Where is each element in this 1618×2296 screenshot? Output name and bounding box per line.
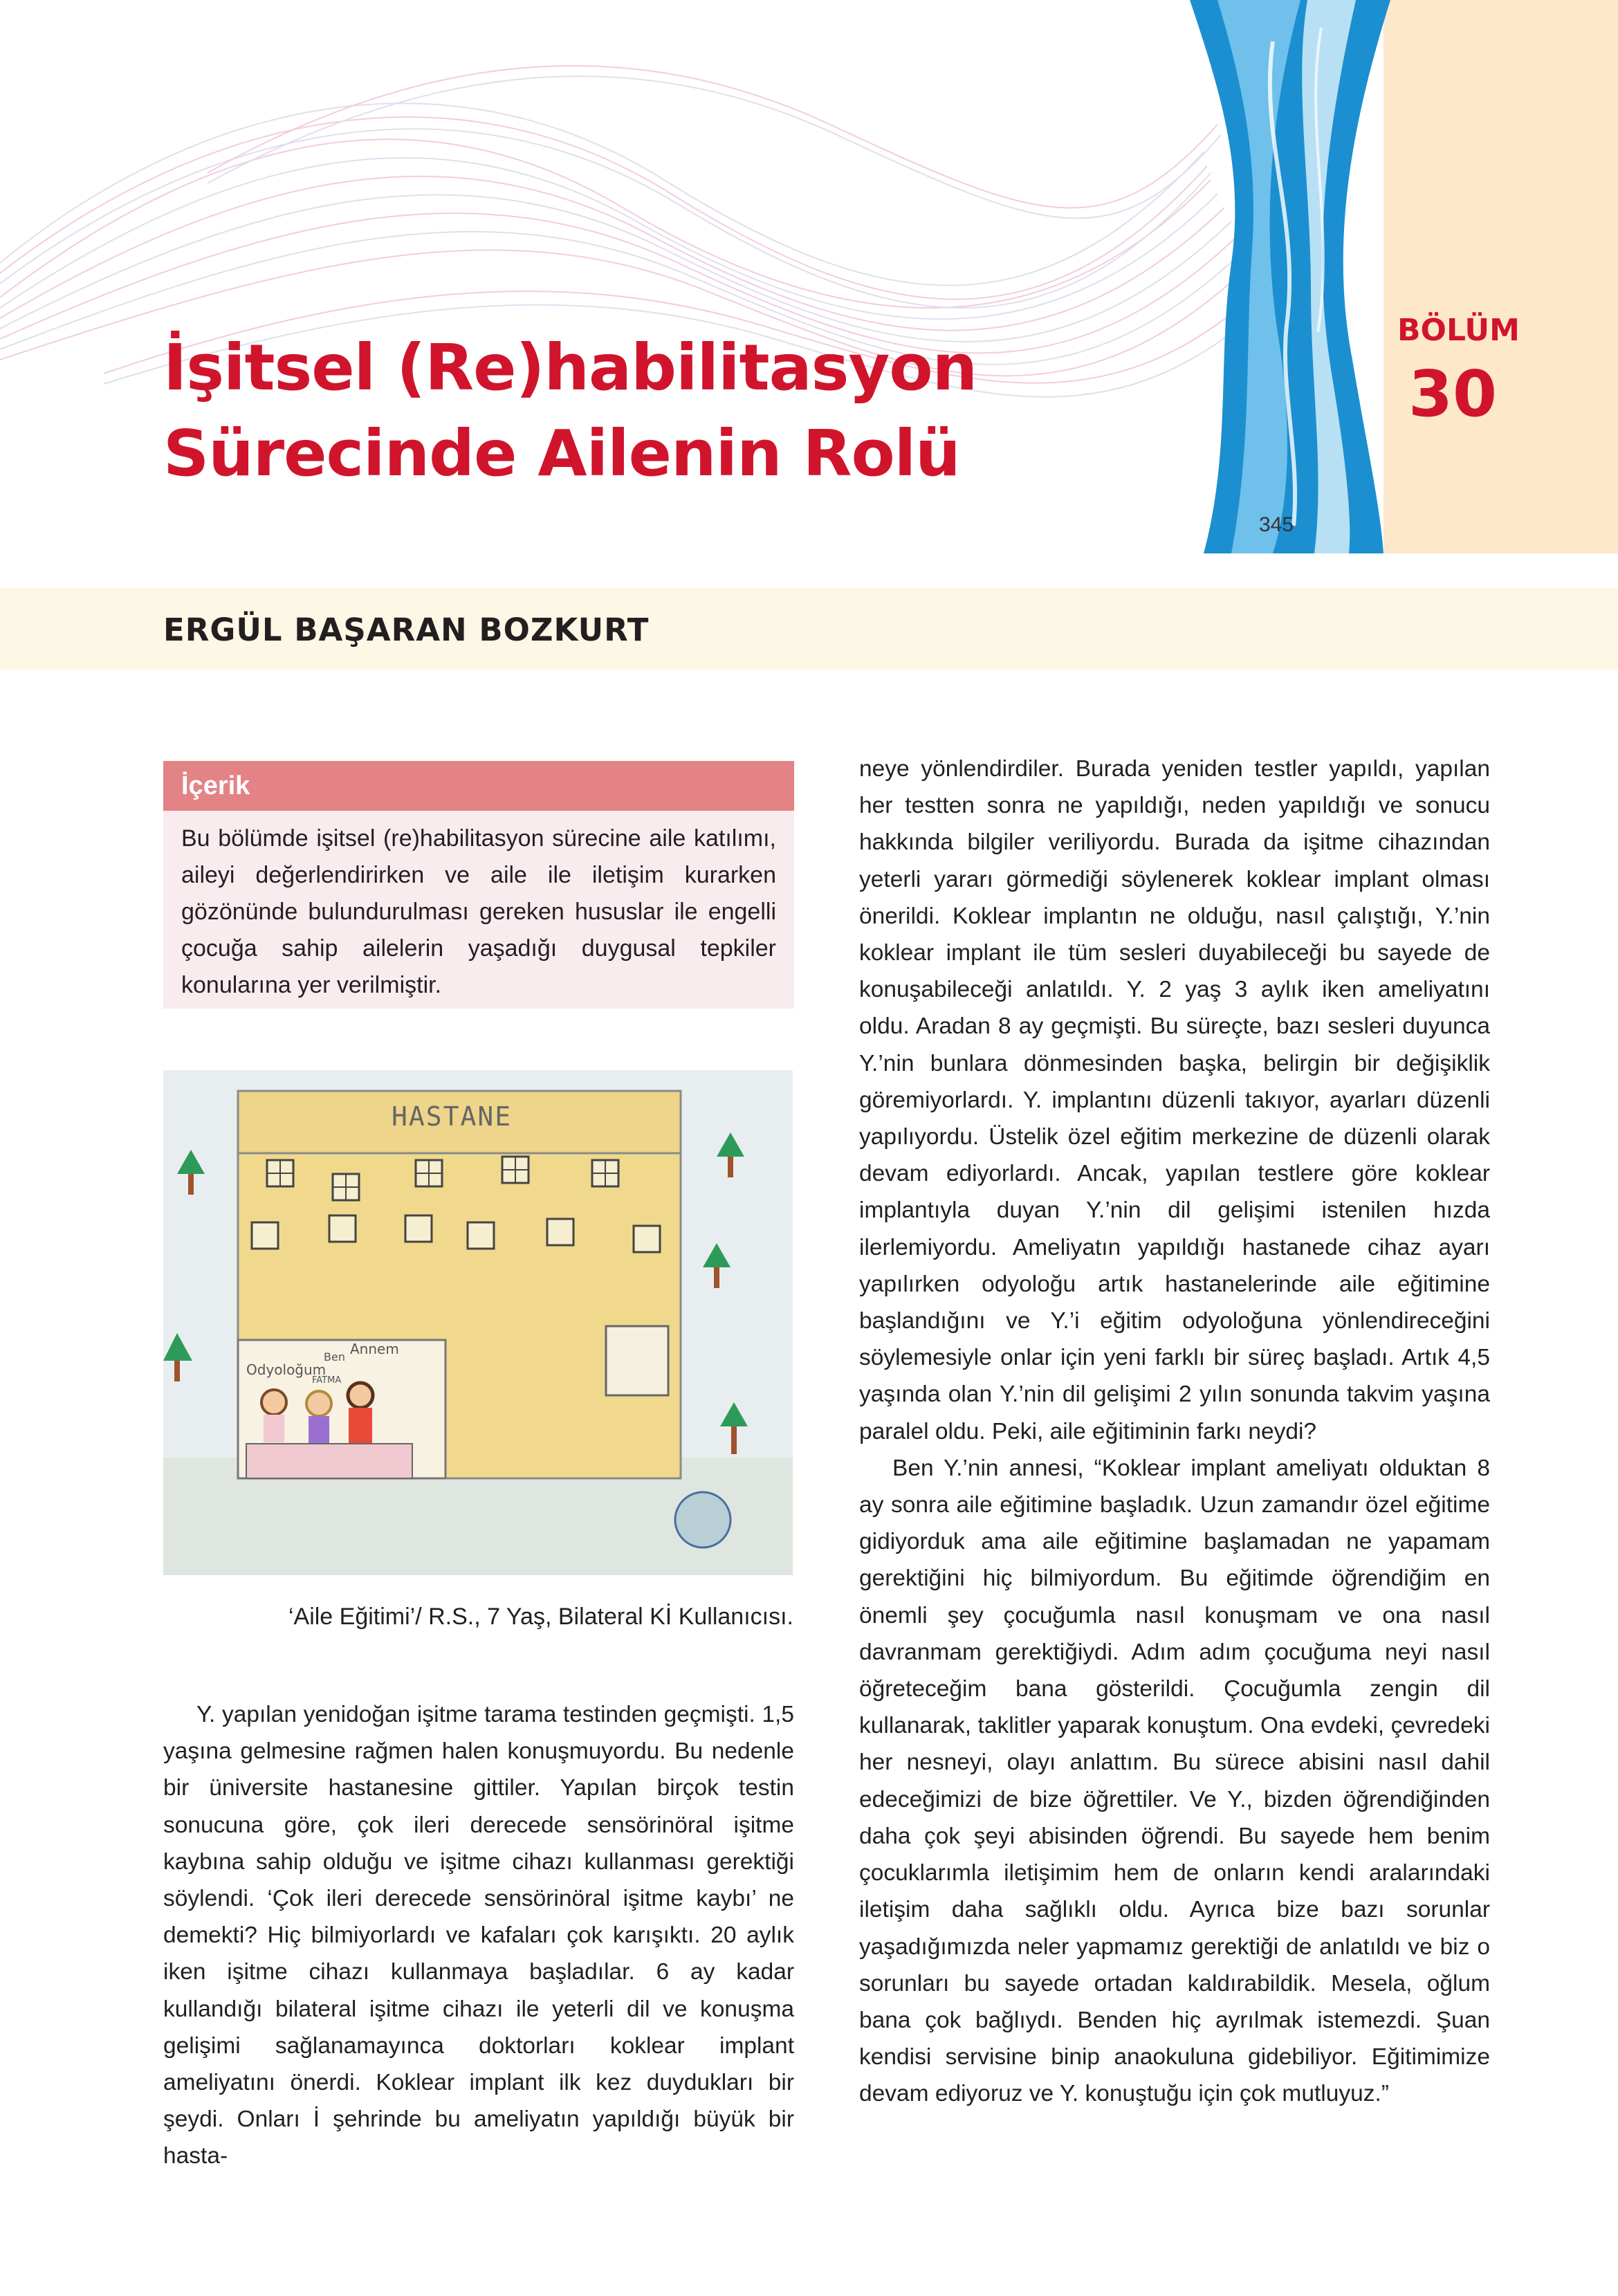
chapter-label: BÖLÜM — [1397, 313, 1520, 348]
blue-wave-decoration — [1190, 0, 1390, 553]
body-left-column — [163, 1696, 794, 2175]
author-name: ERGÜL BAŞARAN BOZKURT — [163, 612, 650, 648]
body-paragraph: Y. yapılan yenidoğan işitme tarama testinden geçmişti. 1,5 yaşına gelmesine rağmen halen konuşmuyordu. Bu nedenle bir üniversite hastanesine gittiler. Yapılan birçok testin sonucuna göre, çok ileri derecede sensörinöral işitme kaybına sahip olduğu ve işitme cihazı kullanması gerektiği söylendi. ‘Çok ileri derecede sensörinöral işitme kaybı’ ne demekti? Hiç bilmiyorlardı ve kafaları çok karışıktı. 20 aylık iken işitme cihazı kullanmaya başladılar. 6 ay kadar kullandığı bilateral işitme cihazı ile yeterli dil ve konuşma gelişimi sağlanamayınca doktorları koklear implant ameliyatını önerdi. Koklear implant ilk kez duydukları bir şeydi. Onları İ şehrinde bu ameliyatın yapıldığı büyük bir hasta- — [163, 1702, 794, 2169]
cream-side-panel — [1383, 0, 1618, 553]
chapter-number: 30 — [1408, 357, 1498, 431]
body-right-column — [859, 751, 1490, 2113]
chapter-title-line-2: Sürecinde Ailenin Rolü — [163, 416, 960, 490]
contents-text: Bu bölümde işitsel (re)habilitasyon sürecine aile katılımı, aileyi değerlendirirken ve aile ile iletişim kurarken gözönünde bulundurulması gereken hususlar ile engelli çocuğa sahip ailelerin yaşadığı duygusal tepkiler konularına yer verilmiştir. — [181, 825, 776, 998]
page-number: 345 — [1258, 513, 1294, 536]
chapter-title-line-1: İşitsel (Re)habilitasyon — [163, 331, 977, 405]
contents-box — [163, 761, 794, 1009]
drawing-mother-label: Annem — [350, 1341, 399, 1357]
body-paragraph: Ben Y.’nin annesi, “Koklear implant ameliyatı olduktan 8 ay sonra aile eğitimine başladık. Uzun zamandır özel eğitime gidiyorduk ama aile eğitimine başlamadan ne yapamam gerektiğini hiç bilmiyordum. Bu eğitimde öğrendiğim en önemli şey çocuğumla nasıl konuşmam ve ona nasıl davranmam gerektiğiydi. Adım adım çocuğuma neyi nasıl öğreteceğim bana gösterildi. Çocuğumla zengin dil kullanarak, taklitler yaparak konuştum. Ona evdeki, çevredeki her nesneyi, olayı anlattım. Bu sürece abisini nasıl dahil edeceğimizi de bize öğrettiler. Ve Y., bizden öğrendiğinden daha çok şeyi abisinden öğrendi. Bu sayede hem benim çocuklarımla iletişimim hem de onların kendi aralarındaki iletişim daha sağlıklı oldu. Ayrıca bize bazı sorunlar yaşadığımızda neler yapmamız gerektiği de anlatıldı ve biz o sorunları bu sayede ortadan kaldırabildik. Mesela, oğlum bana çok bağlıydı. Benden hiç ayrılmak istemezdi. Şuan kendisi servisine binip anaokuluna gidebiliyor. Eğitimimize devam ediyoruz ve Y. konuştuğu için çok mutluyuz.” — [859, 1455, 1490, 2107]
contents-heading: İçerik — [163, 761, 794, 811]
drawing-audiologist-label: Odyoloğum — [246, 1361, 327, 1378]
child-drawing-illustration — [163, 1070, 793, 1575]
drawing-building-label: HASTANE — [392, 1101, 513, 1132]
body-paragraph: neye yönlendirdiler. Burada yeniden testler yapıldı, yapılan her testten sonra ne yapıldığı, neden yapıldığı ve sonucu hakkında bilgiler veriliyordu. Burada da işitme cihazından yeterli yararı görmediği söylenerek koklear implant olması önerildi. Koklear implantın ne olduğu, nasıl çalıştığı, Y.’nin koklear implant ile tüm sesleri duyabileceği bu sayede de konuşabileceği anlatıldı. Y. 2 yaş 3 aylık iken ameliyatını oldu. Aradan 8 ay geçmişti. Bu süreçte, bazı sesleri duyunca Y.’nin bunlara dönmesinden başka, belirgin bir değişiklik göremiyorlardı. Y. implantını düzenli takıyor, ayarları düzenli yapılıyordu. Üstelik özel eğitim merkezine de düzenli olarak devam ediyorlardı. Ancak, yapılan testlere göre koklear implantıyla duyan Y.’nin dil gelişimi istenilen hızda ilerlemiyordu. Ameliyatın yapıldığı hastanede cihaz ayarı yapılırken odyoloğu artık hastanelerinde aile eğitimine başlandığını ve Y.’i eğitim odyoloğuna yönlendireceğini söylemesiyle onlar için yeni farklı bir süreç başladı. Artık 4,5 yaşında olan Y.’nin dil gelişimi 2 yılın sonunda takvim yaşına paralel oldu. Peki, aile eğitiminin farkı neydi? — [859, 756, 1490, 1444]
figure-caption: ‘Aile Eğitimi’/ R.S., 7 Yaş, Bilateral Kİ Kullanıcısı. — [288, 1604, 793, 1630]
drawing-name-tag: FATMA — [312, 1375, 342, 1386]
drawing-me-label: Ben — [324, 1350, 345, 1363]
chapter-title — [163, 325, 977, 497]
